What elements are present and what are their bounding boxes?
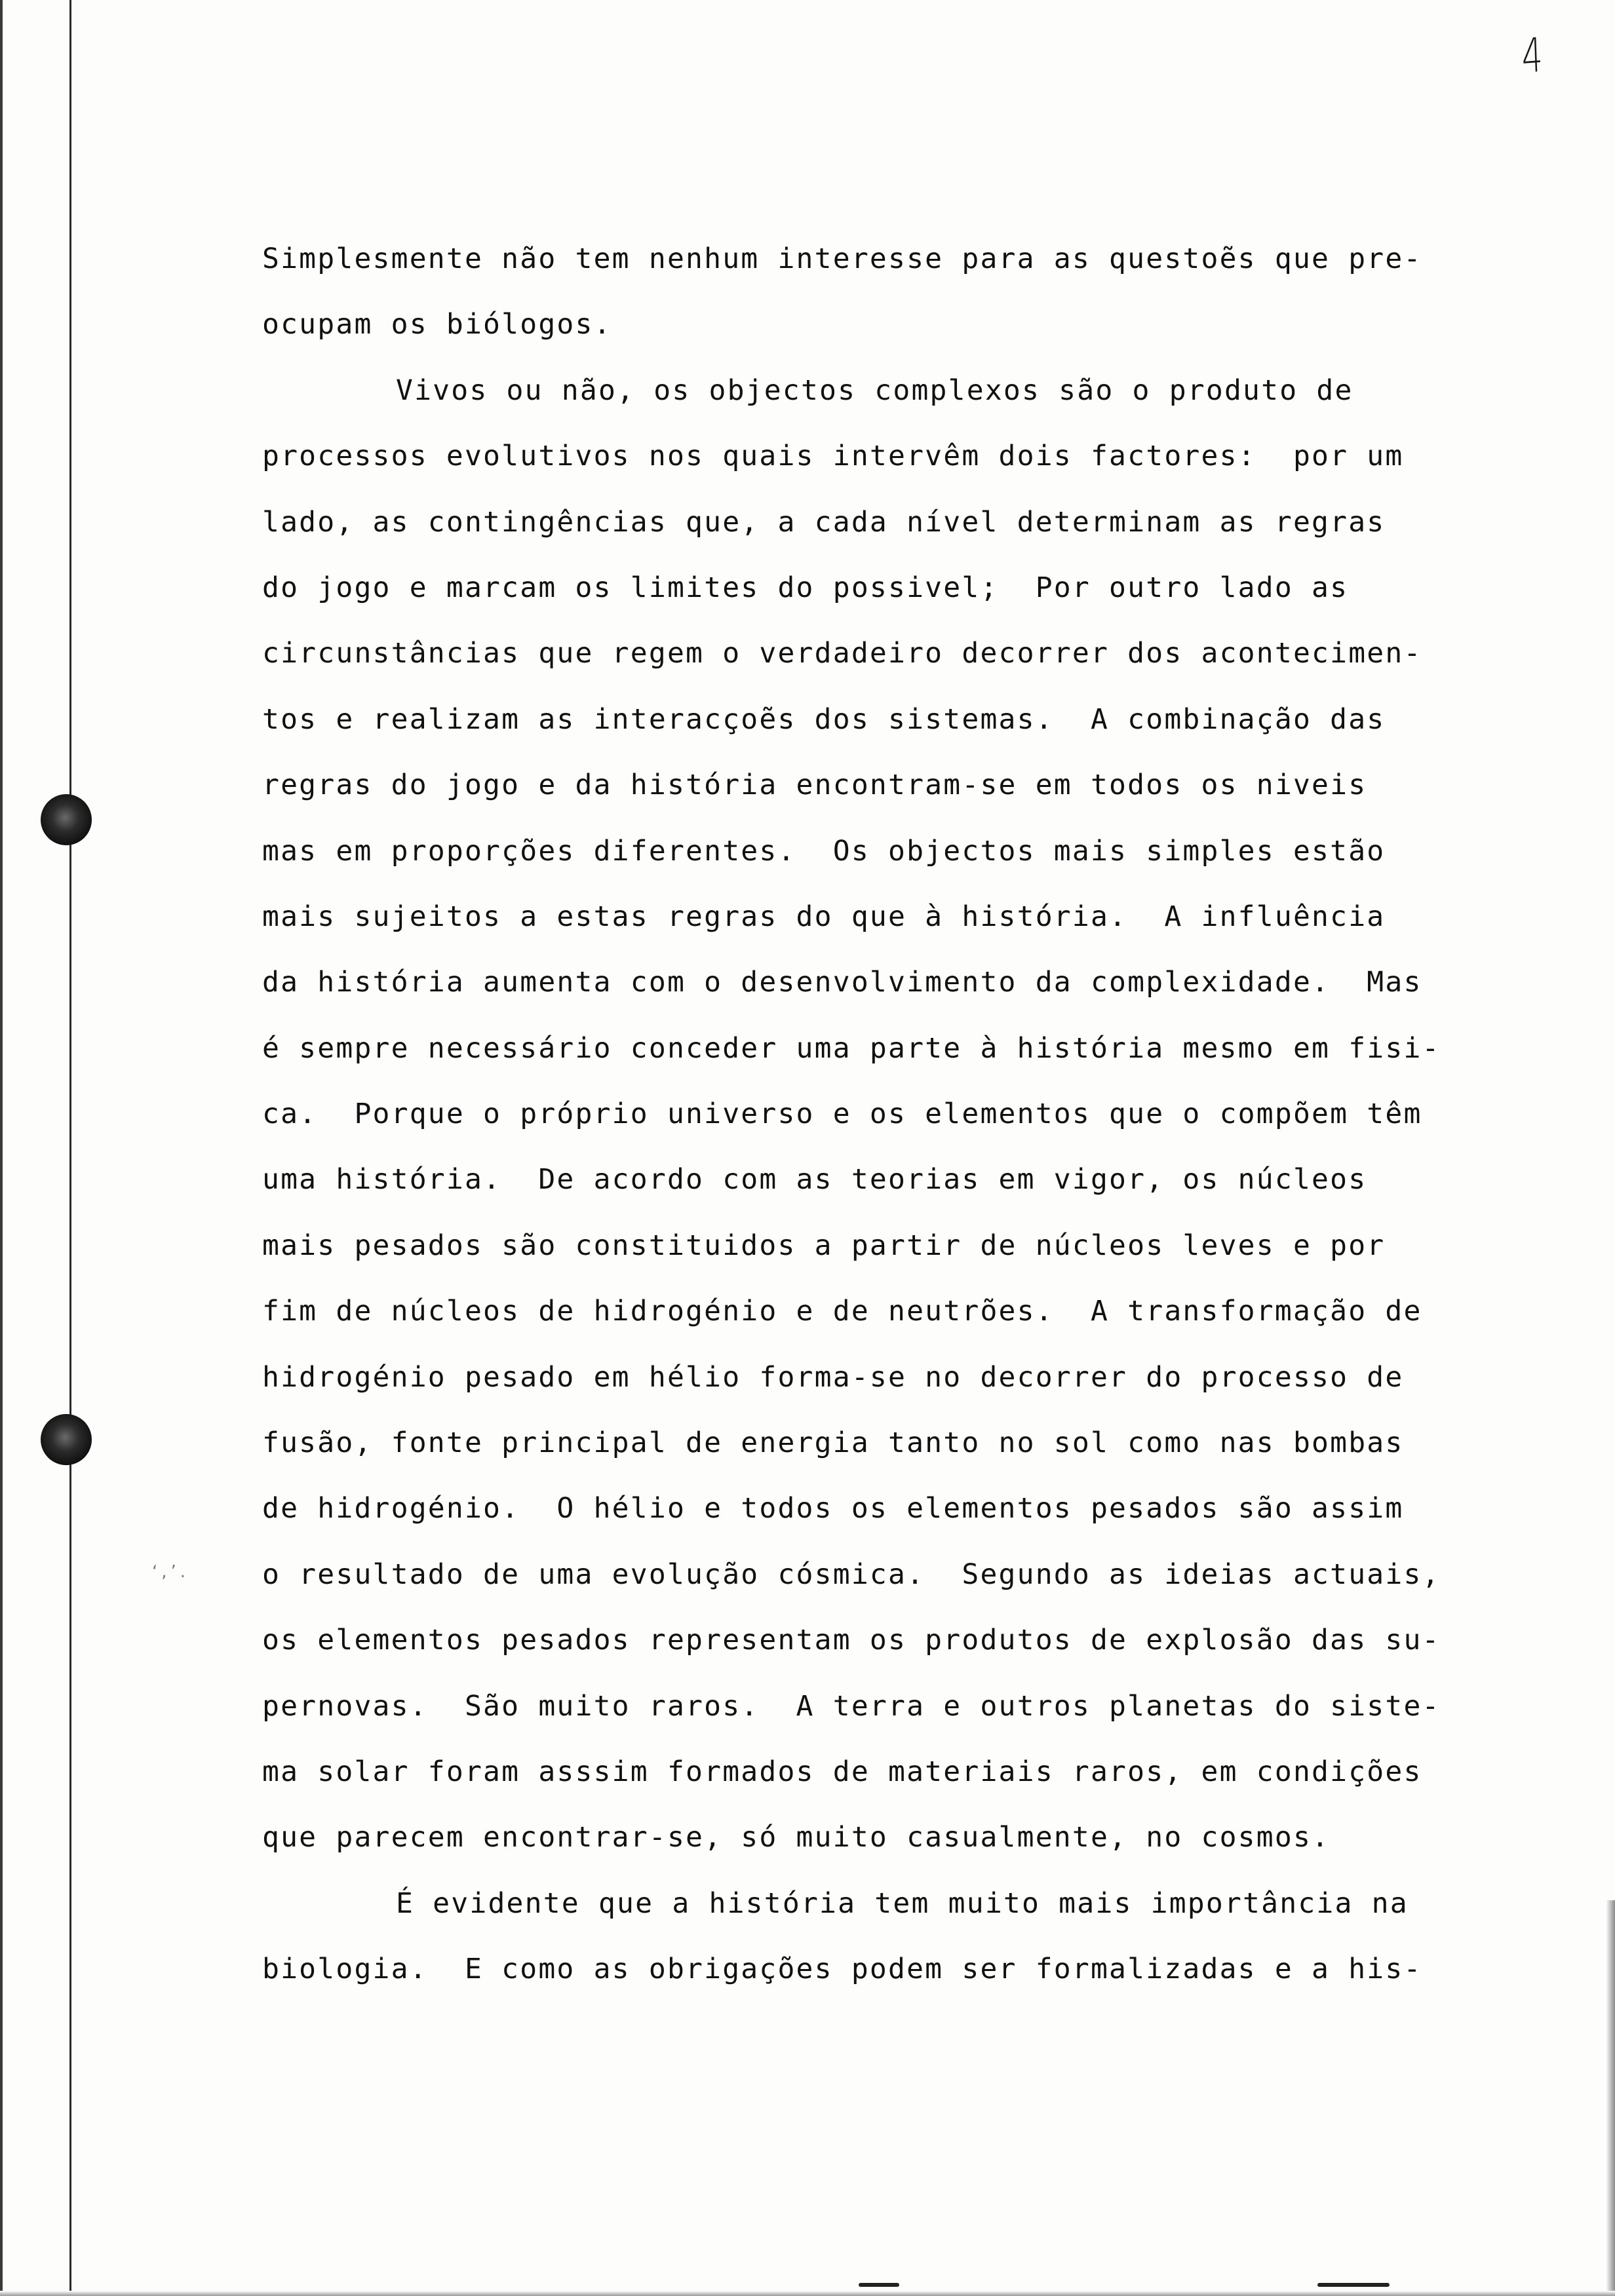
text-line: tos e realizam as interacçoẽs dos sistemas. A combinação das (262, 702, 1386, 736)
text-line: ocupam os biólogos. (262, 308, 612, 341)
text-line: mais sujeitos a estas regras do que à história. A influência (262, 900, 1386, 933)
text-line: lado, as contingências que, a cada nível determinam as regras (262, 505, 1386, 539)
text-line: de hidrogénio. O hélio e todos os elementos pesados são assim (262, 1492, 1404, 1525)
scan-artifact-mark (859, 2283, 899, 2287)
text-line: hidrogénio pesado em hélio forma-se no decorrer do processo de (262, 1360, 1404, 1394)
text-line: fim de núcleos de hidrogénio e de neutrões. A transformação de (262, 1295, 1422, 1328)
text-line: do jogo e marcam os limites do possivel; Por outro lado as (262, 571, 1349, 604)
text-line: circunstâncias que regem o verdadeiro decorrer dos acontecimen- (262, 637, 1422, 670)
paper-bottom-edge (0, 2291, 1615, 2296)
text-line: ma solar foram asssim formados de materiais raros, em condições (262, 1755, 1422, 1788)
body-text (262, 226, 1508, 2002)
text-line: uma história. De acordo com as teorias em vigor, os núcleos (262, 1163, 1367, 1196)
punch-hole-top-icon (41, 794, 92, 845)
text-line: é sempre necessário conceder uma parte à história mesmo em fisi- (262, 1031, 1441, 1065)
text-line: que parecem encontrar-se, só muito casualmente, no cosmos. (262, 1821, 1331, 1854)
text-line: ca. Porque o próprio universo e os elementos que o compõem têm (262, 1098, 1422, 1131)
text-line: regras do jogo e da história encontram-se em todos os niveis (262, 769, 1367, 802)
text-line: o resultado de uma evolução cósmica. Segundo as ideias actuais, (262, 1558, 1441, 1591)
paper-right-edge (1606, 1900, 1615, 2296)
text-line: pernovas. São muito raros. A terra e outros planetas do siste- (262, 1689, 1441, 1723)
text-line: mais pesados são constituidos a partir de núcleos leves e por (262, 1229, 1386, 1262)
text-line: biologia. E como as obrigações podem ser formalizadas e a his- (262, 1953, 1422, 1986)
punch-hole-bottom-icon (41, 1414, 92, 1465)
text-line: da história aumenta com o desenvolvimento da complexidade. Mas (262, 966, 1422, 999)
scan-artifact-mark (1317, 2283, 1390, 2287)
page-number: 4 (1521, 27, 1544, 84)
margin-rule (69, 0, 71, 2296)
paragraph-start-line: Vivos ou não, os objectos complexos são o produto de (396, 373, 1353, 407)
stray-mark: ʻ,ʼ. (152, 1562, 190, 1582)
text-line: fusão, fonte principal de energia tanto no sol como nas bombas (262, 1426, 1404, 1460)
text-line: os elementos pesados representam os produtos de explosão das su- (262, 1624, 1441, 1657)
text-line: Simplesmente não tem nenhum interesse para as questoẽs que pre- (262, 242, 1422, 275)
text-line: mas em proporções diferentes. Os objectos mais simples estão (262, 834, 1386, 868)
paper-left-edge (0, 0, 3, 2296)
text-line: processos evolutivos nos quais intervêm dois factores: por um (262, 440, 1404, 473)
paragraph-start-line: É evidente que a história tem muito mais importância na (396, 1886, 1409, 1920)
